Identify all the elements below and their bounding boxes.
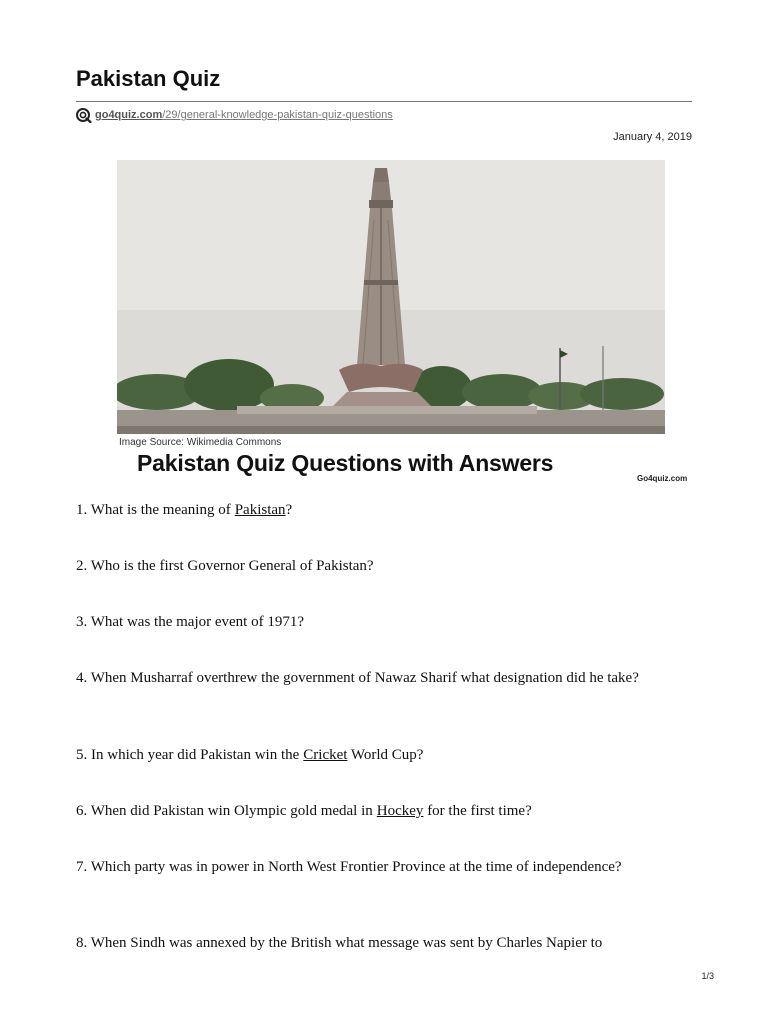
question-item: 2. Who is the first Governor General of Pakistan? [76,558,374,574]
source-url-row[interactable] [76,106,393,124]
publish-date: January 4, 2019 [613,131,692,143]
question-item: 3. What was the major event of 1971? [76,614,304,630]
question-item: 5. In which year did Pakistan win the Cricket World Cup? [76,747,424,763]
page-title: Pakistan Quiz [76,66,221,91]
source-url-path[interactable]: /29/general-knowledge-pakistan-quiz-questions [162,109,393,121]
banner-watermark: Go4quiz.com [637,474,688,483]
question-item: 7. Which party was in power in North West Frontier Province at the time of independence? [76,859,622,875]
go4quiz-logo-icon [76,107,92,123]
minar-e-pakistan-photo [117,160,665,434]
question-link-cricket[interactable]: Cricket [303,747,348,763]
title-divider [76,101,692,102]
question-link-pakistan[interactable]: Pakistan [234,502,286,518]
quiz-banner-title: Pakistan Quiz Questions with Answers [137,450,554,476]
question-item: 8. When Sindh was annexed by the British what message was sent by Charles Napier to [76,935,603,951]
header-figure [117,160,689,488]
question-item: 4. When Musharraf overthrew the government of Nawaz Sharif what designation did he take? [76,670,639,686]
question-link-hockey[interactable]: Hockey [376,803,424,819]
question-item: 6. When did Pakistan win Olympic gold medal in Hockey for the first time? [76,803,532,819]
source-url-domain[interactable]: go4quiz.com [95,109,163,121]
question-item: 1. What is the meaning of Pakistan? [76,502,293,518]
image-source-caption: Image Source: Wikimedia Commons [119,437,282,448]
page-number: 1/3 [701,971,714,981]
